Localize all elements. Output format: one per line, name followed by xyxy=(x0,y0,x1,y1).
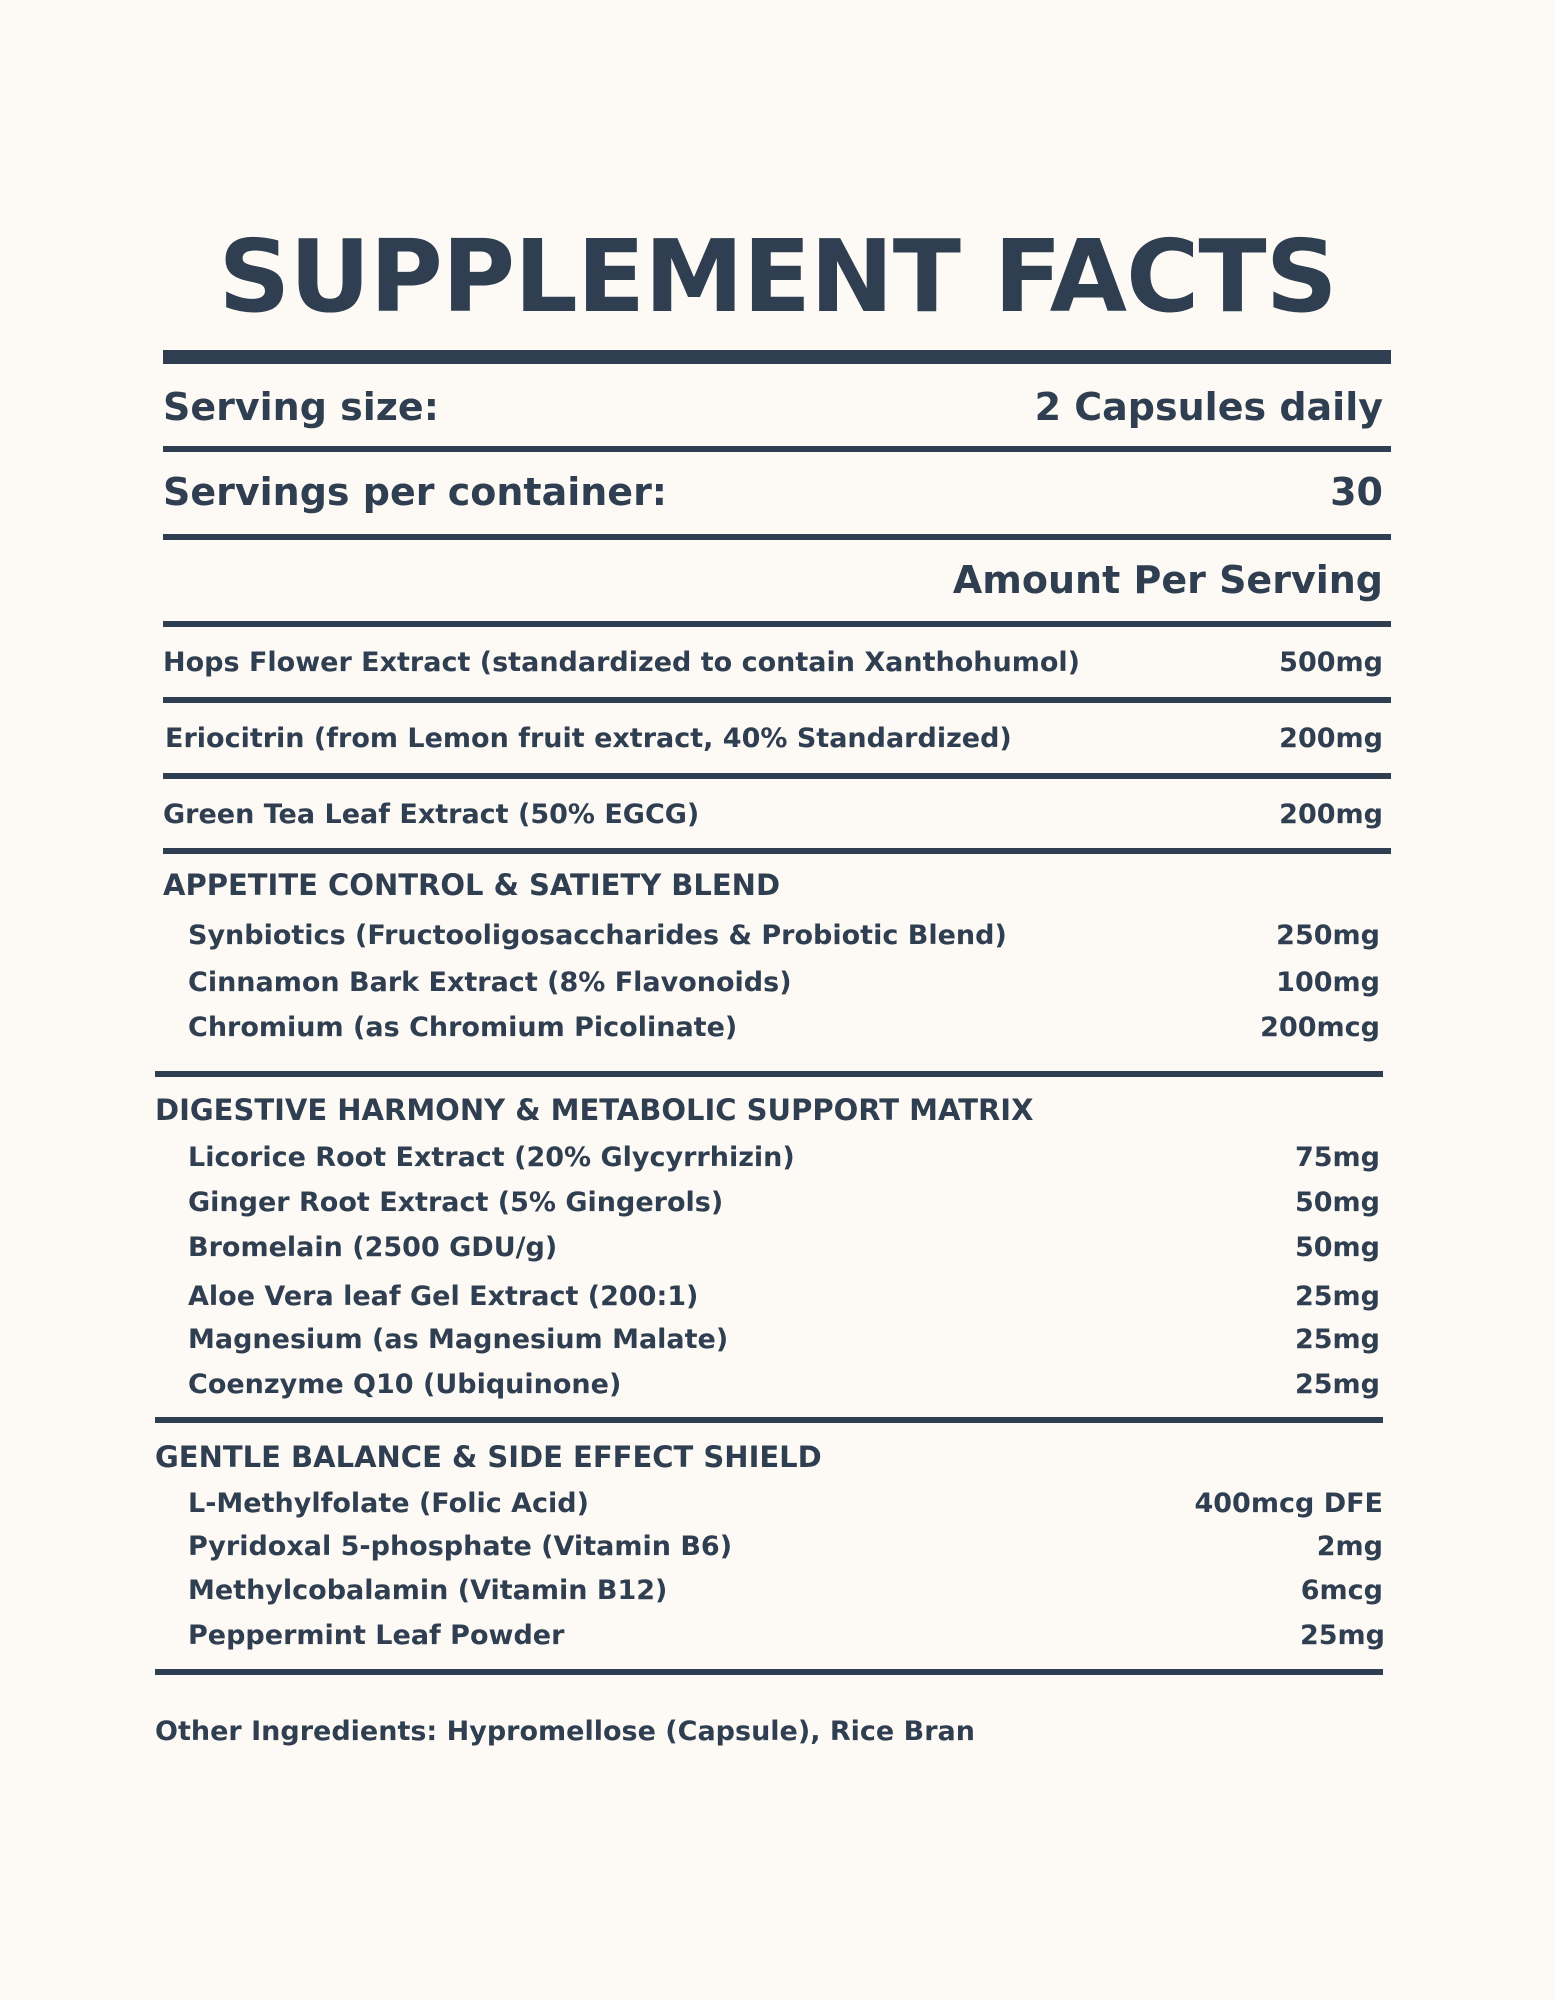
blend-item-row xyxy=(188,1227,1380,1267)
blend-item-row xyxy=(188,915,1380,955)
divider xyxy=(163,621,1391,627)
blend-item-name: Methylcobalamin (Vitamin B12) xyxy=(188,1574,668,1606)
ingredient-row xyxy=(165,718,1383,758)
servings-per-container-label: Servings per container: xyxy=(163,470,668,514)
page-title: SUPPLEMENT FACTS xyxy=(218,218,1337,335)
blend-item-name: Aloe Vera leaf Gel Extract (200:1) xyxy=(188,1280,699,1312)
ingredient-row xyxy=(163,642,1383,682)
blend-item-amount: 2mg xyxy=(1316,1530,1383,1562)
blend-item-row xyxy=(188,1319,1380,1359)
ingredient-amount: 200mg xyxy=(1279,722,1383,754)
top-divider xyxy=(163,350,1391,364)
blend-item-name: Peppermint Leaf Powder xyxy=(188,1619,565,1651)
blend-item-amount: 50mg xyxy=(1294,1231,1380,1263)
divider xyxy=(155,1669,1383,1675)
ingredient-name: Eriocitrin (from Lemon fruit extract, 40% Standardized) xyxy=(165,722,1012,754)
blend-item-row xyxy=(188,1182,1380,1222)
blend-item-name: L-Methylfolate (Folic Acid) xyxy=(188,1487,589,1519)
divider xyxy=(155,1417,1383,1423)
blend-item-name: Cinnamon Bark Extract (8% Flavonoids) xyxy=(188,966,792,998)
ingredient-row xyxy=(163,794,1383,834)
blend-item-name: Magnesium (as Magnesium Malate) xyxy=(188,1323,729,1355)
blend-item-amount: 400mcg DFE xyxy=(1194,1487,1383,1519)
blend-item-row xyxy=(188,1137,1380,1177)
divider xyxy=(155,1071,1383,1077)
blend-item-name: Bromelain (2500 GDU/g) xyxy=(188,1231,558,1263)
blend-item-name: Pyridoxal 5-phosphate (Vitamin B6) xyxy=(188,1530,733,1562)
blend-item-amount: 50mg xyxy=(1294,1186,1380,1218)
divider xyxy=(163,446,1391,452)
other-ingredients: Other Ingredients: Hypromellose (Capsule), Rice Bran xyxy=(155,1715,975,1747)
blend-item-amount: 25mg xyxy=(1294,1368,1380,1400)
blend-item-name: Ginger Root Extract (5% Gingerols) xyxy=(188,1186,724,1218)
blend-item-name: Coenzyme Q10 (Ubiquinone) xyxy=(188,1368,622,1400)
serving-size-value: 2 Capsules daily xyxy=(1034,385,1383,429)
blend-item-row xyxy=(188,1483,1383,1523)
blend-title: APPETITE CONTROL & SATIETY BLEND xyxy=(163,868,781,902)
blend-item-row xyxy=(188,1570,1383,1610)
ingredient-name: Hops Flower Extract (standardized to contain Xanthohumol) xyxy=(163,646,1081,678)
blend-item-row xyxy=(188,962,1380,1002)
serving-size-label: Serving size: xyxy=(163,385,439,429)
blend-title: GENTLE BALANCE & SIDE EFFECT SHIELD xyxy=(155,1440,822,1474)
blend-item-amount: 6mcg xyxy=(1300,1574,1383,1606)
blend-item-name: Licorice Root Extract (20% Glycyrrhizin) xyxy=(188,1141,795,1173)
divider xyxy=(163,534,1391,540)
blend-item-amount: 250mg xyxy=(1276,919,1380,951)
blend-title: DIGESTIVE HARMONY & METABOLIC SUPPORT MATRIX xyxy=(155,1093,1034,1127)
ingredient-name: Green Tea Leaf Extract (50% EGCG) xyxy=(163,798,700,830)
blend-item-row xyxy=(188,1007,1380,1047)
serving-size-row xyxy=(163,382,1383,432)
blend-item-amount: 75mg xyxy=(1294,1141,1380,1173)
amount-header-row xyxy=(163,555,1383,605)
divider xyxy=(163,773,1391,779)
divider xyxy=(163,697,1391,703)
blend-item-amount: 200mcg xyxy=(1260,1011,1380,1043)
blend-item-row xyxy=(188,1615,1385,1655)
ingredient-amount: 500mg xyxy=(1279,646,1383,678)
blend-item-amount: 25mg xyxy=(1294,1323,1380,1355)
servings-per-container-row xyxy=(163,467,1383,517)
blend-item-name: Synbiotics (Fructooligosaccharides & Probiotic Blend) xyxy=(188,919,1007,951)
blend-item-row xyxy=(188,1276,1380,1316)
blend-item-name: Chromium (as Chromium Picolinate) xyxy=(188,1011,738,1043)
blend-item-amount: 100mg xyxy=(1276,966,1380,998)
servings-per-container-value: 30 xyxy=(1330,470,1383,514)
ingredient-amount: 200mg xyxy=(1279,798,1383,830)
blend-item-amount: 25mg xyxy=(1299,1619,1385,1651)
blend-item-amount: 25mg xyxy=(1294,1280,1380,1312)
blend-item-row xyxy=(188,1526,1383,1566)
blend-item-row xyxy=(188,1364,1380,1404)
amount-per-serving-header: Amount Per Serving xyxy=(952,558,1383,602)
divider xyxy=(163,848,1391,854)
